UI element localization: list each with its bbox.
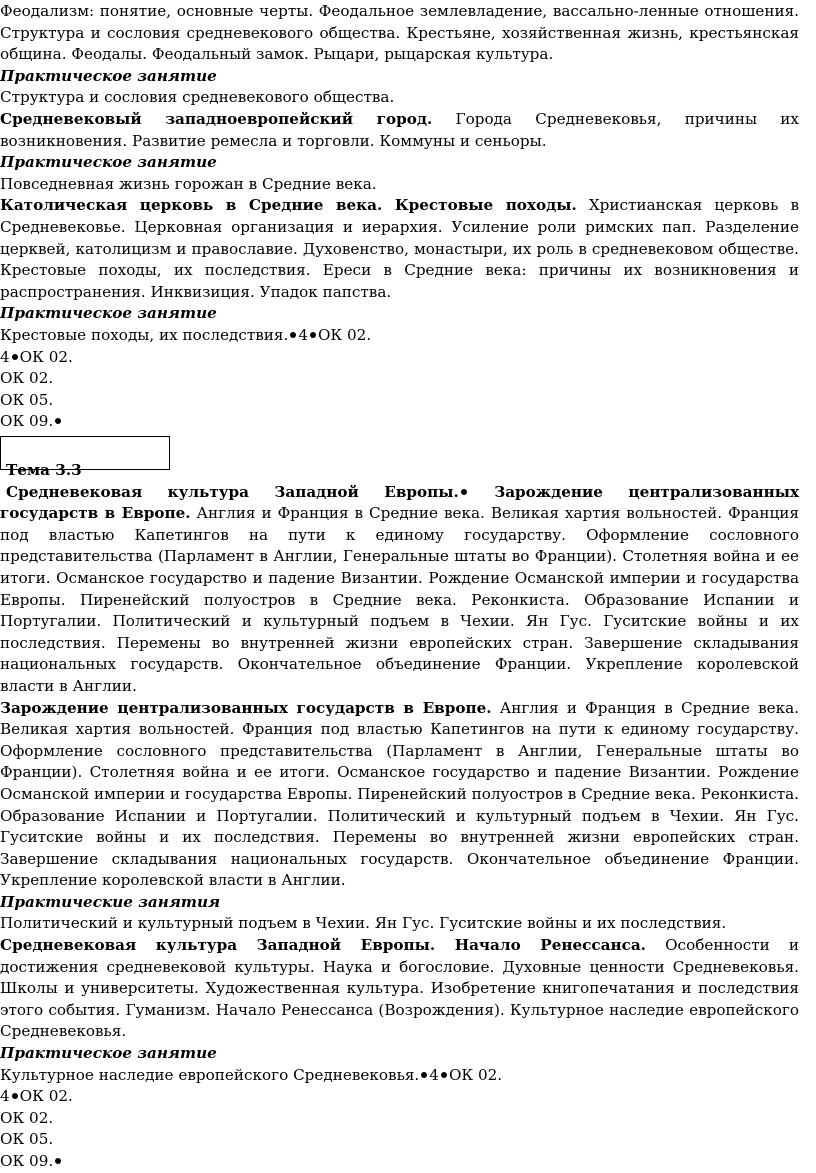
competency-line: 4 ОК 02.	[0, 347, 73, 366]
topic-subtitle: Зарождение централизованных государств в Европе.	[0, 482, 800, 523]
practice-topic-crusades: Крестовые походы, их последствия. 4 ОК 02.	[0, 325, 372, 344]
practice-heading: Практическое занятие	[0, 304, 217, 323]
bullet-icon	[12, 354, 18, 360]
paragraph-church-text: Христианская церковь в Средневековье. Церковная организация и иерархия. Усиление роли римских пап. Разделение церквей, католицизм и православие. Духовенство, монастыри, их роль в средневековом обществе. Крестовые походы, их последствия. Ереси в Средние века: причины их возникновения и распространения. Инквизиция. Упадок папства.	[0, 196, 800, 301]
paragraph-city	[0, 109, 799, 152]
competency-line: ОК 09.	[0, 411, 799, 433]
paragraph-centralized-title: Зарождение централизованных государств в Европе.	[0, 698, 492, 717]
bullet-icon	[290, 332, 296, 338]
practice-topic-heritage: Культурное наследие европейского Средневековья. 4 ОК 02.	[0, 1065, 503, 1084]
paragraph-city-text: Города Средневековья, причины их возникновения. Развитие ремесла и торговли. Коммуны и сеньоры.	[0, 109, 799, 150]
competency-line: ОК 05.	[0, 390, 54, 409]
practice-topic: Политический и культурный подъем в Чехии. Ян Гус. Гуситские войны и их последствия.	[0, 914, 727, 933]
paragraph-church	[0, 195, 799, 303]
section-medieval-society	[0, 1, 799, 473]
paragraph-renaissance	[0, 935, 799, 1043]
paragraph-renaissance-title: Средневековая культура Западной Европы. Начало Ренессанса.	[0, 936, 646, 955]
competency-line: ОК 02.	[0, 369, 54, 388]
paragraph-renaissance-text: Особенности и достижения средневековой культуры. Наука и богословие. Духовные ценности Средневековья. Школы и университеты. Художественная культура. Изобретение книгопечатания и последствия этого события. Гуманизм. Начало Ренессанса (Возрождения). Культурное наследие европейского Средневековья.	[0, 936, 800, 1041]
bullet-icon	[310, 332, 316, 338]
practice-topic: Структура и сословия средневекового общества.	[0, 88, 395, 107]
section-topic-3-3	[0, 460, 799, 1173]
bullet-icon	[55, 418, 61, 424]
competency-line: ОК 05.	[0, 1130, 54, 1149]
practice-heading: Практическое занятие	[0, 153, 217, 172]
topic-title: Средневековая культура Западной Европы.	[6, 482, 459, 501]
paragraph-city-title: Средневековый западноевропейский город.	[0, 109, 433, 128]
bullet-icon	[55, 1158, 61, 1164]
practice-topic: Повседневная жизнь горожан в Средние века.	[0, 174, 377, 193]
topic-title-paragraph	[0, 482, 799, 698]
paragraph-feudalism: Феодализм: понятие, основные черты. Феодальное землевладение, вассально-ленные отношения. Структура и сословия средневекового общества. Крестьяне, хозяйственная жизнь, крестьянская община. Феодалы. Феодальный замок. Рыцари, рыцарская культура.	[0, 2, 799, 64]
bullet-icon	[441, 1072, 447, 1078]
competency-line: 4 ОК 02.	[0, 1087, 73, 1106]
practice-heading: Практическое занятие	[0, 1044, 217, 1063]
competency-line: ОК 09.	[0, 1151, 799, 1173]
bullet-icon	[461, 489, 467, 495]
paragraph-church-title: Католическая церковь в Средние века. Крестовые походы.	[0, 196, 577, 215]
paragraph-centralized-states	[0, 698, 799, 892]
competency-line: ОК 02.	[0, 1108, 54, 1127]
practice-heading: Практические занятия	[0, 892, 221, 911]
bullet-icon	[12, 1093, 18, 1099]
paragraph-centralized-text: Англия и Франция в Средние века. Великая хартия вольностей. Франция под властью Капетингов на пути к единому государству. Оформление сословного представительства (Парламент в Англии, Генеральные штаты во Франции). Столетняя война и ее итоги. Османское государство и падение Византии. Рождение Османской империи и государства Европы. Пиренейский полуостров в Средние века. Реконкиста. Образование Испании и Португалии. Политический и культурный подъем в Чехии. Ян Гус. Гуситские войны и их последствия. Перемены во внутренней жизни европейских стран. Завершение складывания национальных государств. Окончательное объединение Франции. Укрепление королевской власти в Англии.	[0, 698, 799, 890]
bullet-icon	[421, 1072, 427, 1078]
practice-heading: Практическое занятие	[0, 66, 217, 85]
topic-number: Тема 3.3	[6, 461, 82, 479]
topic-text: Англия и Франция в Средние века. Великая хартия вольностей. Франция под властью Капетингов на пути к единому государству. Оформление сословного представительства (Парламент в Англии, Генеральные штаты во Франции). Столетняя война и ее итоги. Османское государство и падение Византии. Рождение Османской империи и государства Европы. Пиренейский полуостров в Средние века. Реконкиста. Образование Испании и Португалии. Политический и культурный подъем в Чехии. Ян Гус. Гуситские войны и их последствия. Перемены во внутренней жизни европейских стран. Завершение складывания национальных государств. Окончательное объединение Франции. Укрепление королевской власти в Англии.	[0, 504, 799, 695]
